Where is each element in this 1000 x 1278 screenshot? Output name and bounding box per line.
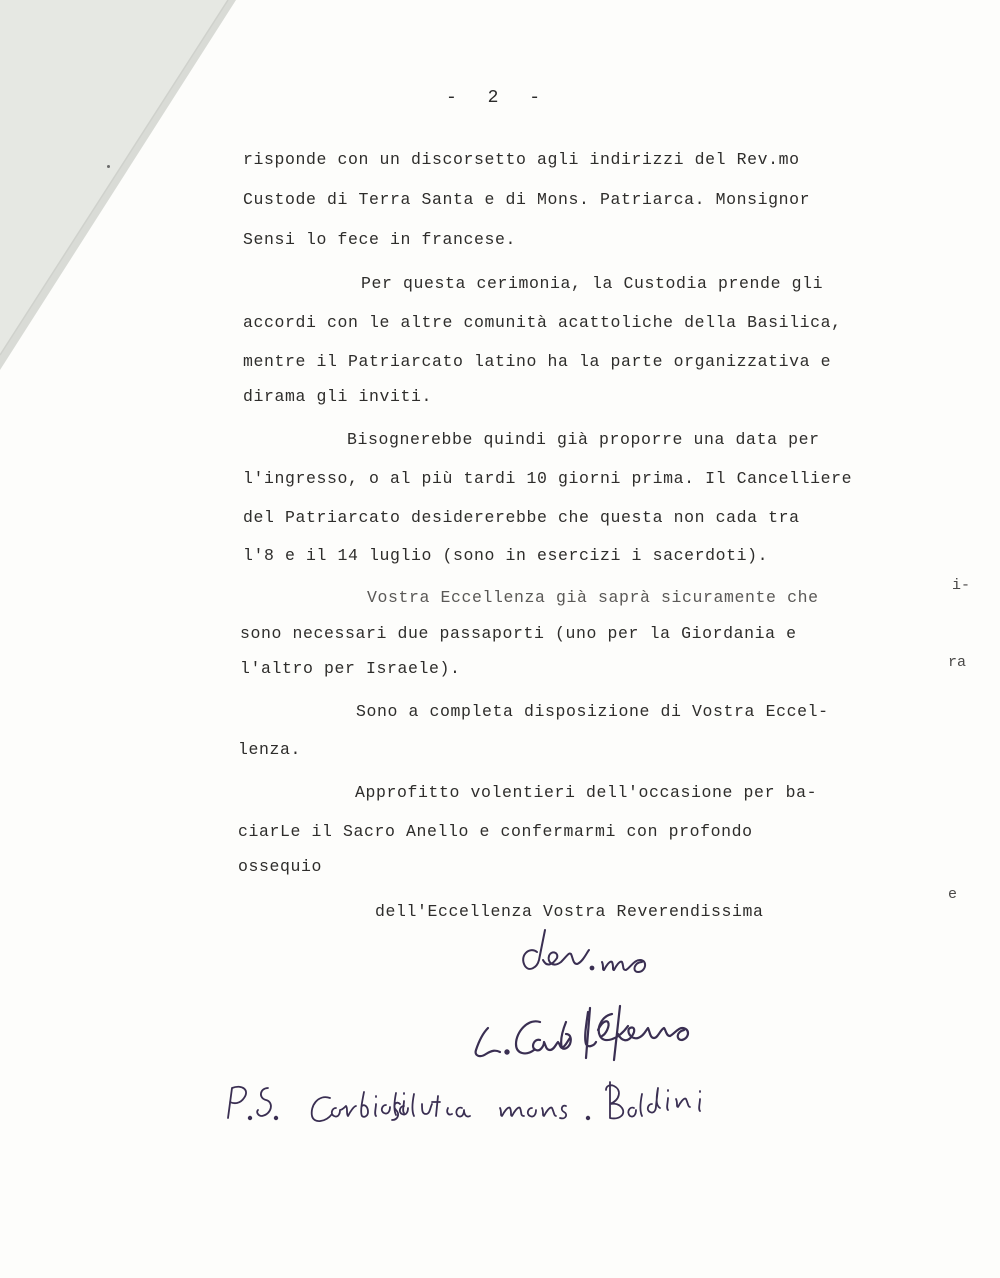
body-line: mentre il Patriarcato latino ha la parte organizzativa e	[243, 352, 832, 371]
bleed-through-fragment: ra	[948, 654, 967, 671]
closing-line: dell'Eccellenza Vostra Reverendissima	[375, 902, 764, 921]
body-line: Bisognerebbe quindi già proporre una data per	[347, 430, 820, 449]
body-line: del Patriarcato desidererebbe che questa non cada tra	[243, 508, 800, 527]
body-line: Per questa cerimonia, la Custodia prende gli	[361, 274, 824, 293]
body-line: Vostra Eccellenza già saprà sicuramente che	[367, 588, 819, 607]
body-line: l'8 e il 14 luglio (sono in esercizi i sacerdoti).	[243, 546, 769, 565]
page-number: - 2 -	[446, 88, 551, 108]
body-line: ciarLe il Sacro Anello e confermarmi con profondo	[238, 822, 753, 841]
body-line: Custode di Terra Santa e di Mons. Patriarca. Monsignor	[243, 190, 811, 209]
bleed-through-fragment: e	[948, 886, 958, 903]
body-line: risponde con un discorsetto agli indirizzi del Rev.mo	[243, 150, 800, 169]
body-line: l'altro per Israele).	[240, 659, 461, 678]
body-line: Sono a completa disposizione di Vostra Eccel-	[356, 702, 829, 721]
body-line: Sensi lo fece in francese.	[243, 230, 517, 249]
body-line: lenza.	[238, 740, 302, 759]
body-line: sono necessari due passaporti (uno per la Giordania e	[240, 624, 797, 643]
body-line: ossequio	[238, 857, 323, 876]
body-line: accordi con le altre comunità acattoliche della Basilica,	[243, 313, 842, 332]
body-line: l'ingresso, o al più tardi 10 giorni prima. Il Cancelliere	[243, 469, 853, 488]
body-line: dirama gli inviti.	[243, 387, 433, 406]
body-line: Approfitto volentieri dell'occasione per ba-	[355, 783, 818, 802]
bleed-through-fragment: i-	[952, 577, 971, 594]
